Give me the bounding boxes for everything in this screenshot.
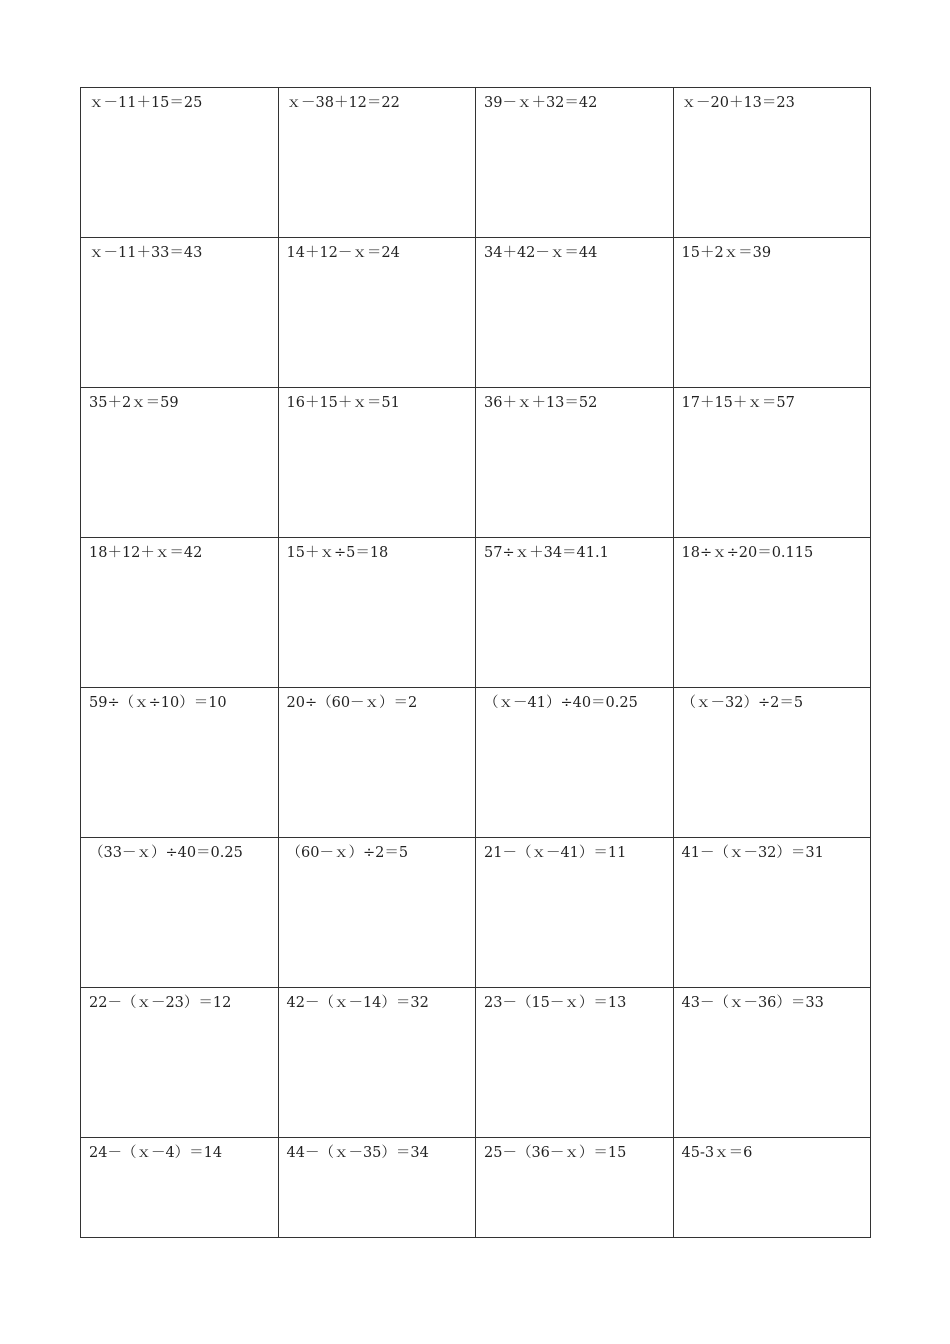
equation-cell: 21－（ｘ－41）＝11 bbox=[476, 838, 674, 988]
table-row bbox=[81, 688, 871, 838]
equation-cell: 39－ｘ＋32＝42 bbox=[476, 88, 674, 238]
equation-cell: （ｘ－32）÷2＝5 bbox=[673, 688, 871, 838]
equation-cell: 16＋15＋ｘ＝51 bbox=[278, 388, 476, 538]
table-row bbox=[81, 1138, 871, 1238]
table-row bbox=[81, 388, 871, 538]
equation-cell: 15＋ｘ÷5＝18 bbox=[278, 538, 476, 688]
equation-cell: ｘ－11＋33＝43 bbox=[81, 238, 279, 388]
equation-cell: （60－ｘ）÷2＝5 bbox=[278, 838, 476, 988]
equation-cell: 57÷ｘ＋34＝41.1 bbox=[476, 538, 674, 688]
equation-worksheet-table bbox=[80, 87, 871, 1238]
table-row bbox=[81, 238, 871, 388]
table-row bbox=[81, 838, 871, 988]
equation-cell: 24－（ｘ－4）＝14 bbox=[81, 1138, 279, 1238]
equation-cell: 35＋2ｘ＝59 bbox=[81, 388, 279, 538]
equation-cell: （33－ｘ）÷40＝0.25 bbox=[81, 838, 279, 988]
equation-cell: 23－（15－ｘ）＝13 bbox=[476, 988, 674, 1138]
equation-cell: 17＋15＋ｘ＝57 bbox=[673, 388, 871, 538]
equation-cell: ｘ－11＋15＝25 bbox=[81, 88, 279, 238]
table-row bbox=[81, 538, 871, 688]
table-row bbox=[81, 88, 871, 238]
equation-cell: 44－（ｘ－35）＝34 bbox=[278, 1138, 476, 1238]
equation-cell: 25－（36－ｘ）＝15 bbox=[476, 1138, 674, 1238]
equation-cell: 14＋12－ｘ＝24 bbox=[278, 238, 476, 388]
equation-cell: 36＋ｘ＋13＝52 bbox=[476, 388, 674, 538]
equation-cell: （ｘ－41）÷40＝0.25 bbox=[476, 688, 674, 838]
equation-cell: 59÷（ｘ÷10）＝10 bbox=[81, 688, 279, 838]
equation-cell: 15＋2ｘ＝39 bbox=[673, 238, 871, 388]
equation-cell: 42－（ｘ－14）＝32 bbox=[278, 988, 476, 1138]
equation-cell: ｘ－38＋12＝22 bbox=[278, 88, 476, 238]
equation-cell: 18÷ｘ÷20＝0.115 bbox=[673, 538, 871, 688]
equation-cell: 34＋42－ｘ＝44 bbox=[476, 238, 674, 388]
equation-cell: 41－（ｘ－32）＝31 bbox=[673, 838, 871, 988]
equation-cell: 43－（ｘ－36）＝33 bbox=[673, 988, 871, 1138]
equation-cell: ｘ－20＋13＝23 bbox=[673, 88, 871, 238]
table-row bbox=[81, 988, 871, 1138]
equation-cell: 45-3ｘ＝6 bbox=[673, 1138, 871, 1238]
equation-cell: 20÷（60－ｘ）＝2 bbox=[278, 688, 476, 838]
equation-cell: 18＋12＋ｘ＝42 bbox=[81, 538, 279, 688]
equation-cell: 22－（ｘ－23）＝12 bbox=[81, 988, 279, 1138]
